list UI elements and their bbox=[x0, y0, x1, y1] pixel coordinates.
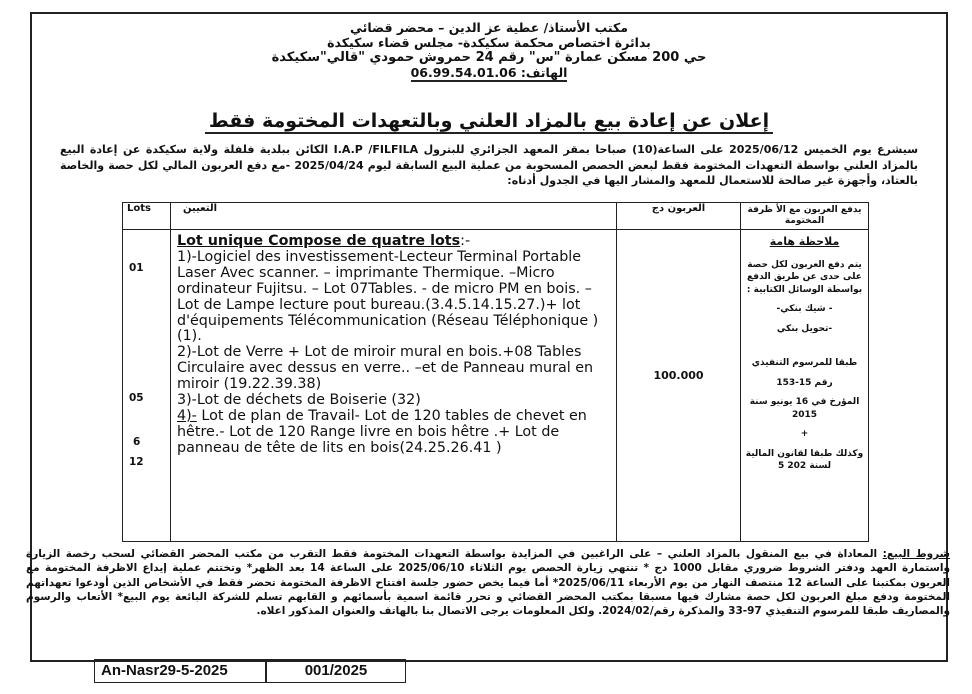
sale-conditions bbox=[26, 547, 950, 618]
deposit-amount: 100.000 bbox=[653, 369, 704, 382]
col-header-designation: التعيين bbox=[171, 203, 617, 230]
header-line-address: حي 200 مسكن عمارة "س" رقم 24 حمروش حمودي "قالي"سكيكدة bbox=[271, 50, 707, 65]
table-header-row bbox=[123, 203, 869, 230]
note-plus: + bbox=[800, 429, 809, 439]
header-line-jurisdiction: بدائرة اختصاص محكمة سكيكدة- مجلس قضاء سكيكدة bbox=[327, 35, 651, 50]
office-header bbox=[32, 20, 946, 82]
note-finance-law: وكذلك طبقا لقانون المالية لسنة 202 5 bbox=[745, 448, 864, 471]
lots-table bbox=[122, 202, 869, 542]
col-header-price: العربون دج bbox=[617, 203, 741, 230]
col-header-payment: يدفع العربون مع الأ ظرفة المختومة bbox=[741, 203, 869, 230]
note-decree-date: المؤرخ في 16 يونيو سنة 2015 bbox=[749, 397, 860, 420]
publication-reference: An-Nasr29-5-2025 bbox=[94, 659, 266, 683]
lot-numbers-cell bbox=[123, 230, 171, 542]
header-phone: الهاتف: 06.99.54.01.06 bbox=[410, 65, 568, 80]
announcement-title bbox=[32, 110, 946, 132]
lot-title bbox=[177, 234, 612, 250]
header-line-office: مكتب الأستاذ/ عطية عز الدين – محضر قضائي bbox=[350, 20, 628, 35]
lot-item-4-text: Lot de plan de Travail- Lot de 120 tables de chevet en hêtre.- Lot de 120 Range livre en bois hêtre .+ Lot de panneau de tête de lits en bois(24.25.26.41 ) bbox=[177, 407, 587, 456]
note-decree: طبقا للمرسوم التنفيذي bbox=[751, 358, 858, 368]
notes-cell bbox=[741, 230, 869, 542]
note-cheque: - شيك بنكي- bbox=[776, 304, 833, 314]
lot-number: 01 bbox=[129, 262, 144, 274]
table-row bbox=[123, 230, 869, 542]
intro-paragraph: سيشرع يوم الخميس 2025/06/12 على الساعة(10) صباحا بمقر المعهد الجزائري للبترول I.A.P /FILFILA الكائن ببلدية فلفلة ولاية سكيكدة عن إعادة البيع بالمزاد العلني بواسطة التعهدات المختومة فقط لبعض الحصص المسحوبة من عملية البيع السابقة ليوم 2025/04/24 -مع دفع العربون المالي لكل حصة والخاصة بالعتاد، وأجهزة غير صالحة للاستعمال للمعهد والمشار اليها في الجدول أدناه: bbox=[60, 143, 919, 187]
announcement-number: 001/2025 bbox=[266, 659, 406, 683]
notes-heading: ملاحظة هامة bbox=[769, 235, 840, 248]
lot-number: 05 bbox=[129, 392, 144, 404]
conditions-heading: شروط البيع: bbox=[882, 548, 950, 560]
lot-number: 6 bbox=[133, 436, 141, 448]
lot-item-4 bbox=[177, 409, 612, 457]
lot-title-suffix: :- bbox=[460, 233, 471, 249]
conditions-text: المعاداة في بيع المنقول بالمزاد العلني – على الراغبين في المزايدة بواسطة التعهدات المختومة فقط التقرب من مكتب المحضر القضائي لسحب رخصة الزيارة واستمارة العهد ودفتر الشروط ضروري مقابل 1000 دج * تنتهي زيارة الحصص يوم الثلاثاء 2025/06/10 على الساعة 14 بعد الظهر* وتختتم عملية إيداع الاظرفة المختومة مع العربون بمكتبنا على الساعة 12 منتصف النهار من يوم الأربعاء 2025/06/11* أما فيما يخص حضور جلسة افتتاح الاظرفة المختومة تحضر فقط في الأشخاص الذين أودعوا تعهداتهم المختومة ودفع مبلغ العربون لكل حصة مشارك فيها مسبقا بمكتب المحضر القضائي و تحرر قائمة اسمية بأسمائهم و القابهم تسلم للشركة البائعة يوم البيع* الأتعاب والرسوم والمصاريف طبقا للمرسوم التنفيذي 97-33 والمذكرة رقم/2024/02. ولكل المعلومات يرجى الاتصال بنا بالهاتف والعنوان المذكور اعلاه. bbox=[26, 548, 950, 618]
col-header-lots: Lots bbox=[123, 203, 171, 230]
note-transfer: -تحويل بنكي bbox=[776, 323, 833, 334]
designation-cell bbox=[171, 230, 617, 542]
lot-number: 12 bbox=[129, 456, 144, 468]
price-cell bbox=[617, 230, 741, 542]
note-payment: يتم دفع العربون لكل حصة على حدى عن طريق الدفع بواسطة الوسائل الكتابية : bbox=[746, 259, 863, 295]
note-decree-number: رقم 15-153 bbox=[776, 377, 833, 388]
lot-item-4-prefix: 4)- bbox=[177, 407, 197, 424]
lot-item-1: 1)-Logiciel des investissement-Lecteur Terminal Portable Laser Avec scanner. – imprimante Thermique. –Micro ordinateur Fujitsu. – Lot 07Tables. - de micro PM en bois. –Lot de Lampe lecture pout bureau.(3.4.5.14.15.27.)+ lot d'équipements Télécommunication (Réseau Téléphonique )(1). bbox=[177, 248, 599, 345]
lot-item-2: 2)-Lot de Verre + Lot de miroir mural en bois.+08 Tables Circulaire avec dessus en verre.. –et de Panneau mural en miroir (19.22.39.38) bbox=[177, 344, 594, 393]
lot-title-text: Lot unique Compose de quatre lots bbox=[177, 233, 461, 249]
lot-item-3: 3)-Lot de déchets de Boiserie (32) bbox=[177, 392, 421, 409]
announcement-title-text: إعلان عن إعادة بيع بالمزاد العلني وبالتعهدات المختومة فقط bbox=[205, 110, 773, 134]
